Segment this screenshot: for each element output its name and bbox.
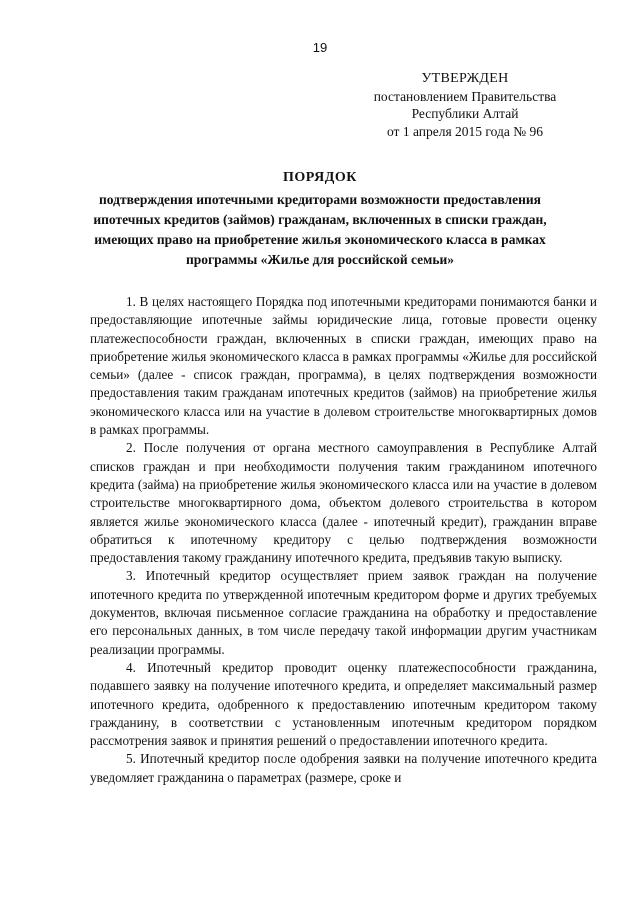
paragraph-1: 1. В целях настоящего Порядка под ипотечными кредиторами понимаются банки и предоставляющие ипотечные займы юридические лица, готовые провести оценку платежеспособности граждан, включенных в списки граждан, имеющих право на приобретение жилья экономического класса в рамках программы «Жилье для российской семьи» (далее - список граждан, программа), в целях подтверждения возможности предоставления таким гражданам ипотечных кредитов (займов) на приобретение жилья экономического класса или на участие в долевом строительстве многоквартирных домов в рамках программы. xyxy=(90,294,597,438)
paragraph-3: 3. Ипотечный кредитор осуществляет прием заявок граждан на получение ипотечного кредита по утвержденной ипотечным кредитором форме и других требуемых документов, включая письменное согласие гражданина на обработку и предоставление его персональных данных, в том числе передачу такой информации другим участникам реализации программы. xyxy=(90,568,597,657)
approval-line-1: постановлением Правительства xyxy=(373,88,557,104)
page-number: 19 xyxy=(312,40,328,55)
document-body xyxy=(90,293,597,787)
approval-line-3: от 1 апреля 2015 года № 96 xyxy=(386,123,543,139)
approval-stamp xyxy=(360,70,570,140)
document-subtitle: подтверждения ипотечными кредиторами возможности предоставления ипотечных кредитов (займов) гражданам, включенных в списки граждан, имеющих право на приобретение жилья экономического класса в рамках программы «Жилье для российской семьи» xyxy=(93,192,547,267)
paragraph-5: 5. Ипотечный кредитор после одобрения заявки на получение ипотечного кредита уведомляет гражданина о параметрах (размере, сроке и xyxy=(90,751,597,785)
paragraph-2: 2. После получения от органа местного самоуправления в Республике Алтай списков граждан и при необходимости получения таким гражданином ипотечного кредита (займа) на приобретение жилья экономического класса или на участие в долевом строительстве многоквартирного дома, объектом долевого строительства в котором является жилье экономического класса (далее - ипотечный кредит), гражданин вправе обратиться к ипотечному кредитору с целью подтверждения возможности предоставления такому гражданину ипотечного кредита, предъявив такую выписку. xyxy=(90,440,597,566)
paragraph-4: 4. Ипотечный кредитор проводит оценку платежеспособности гражданина, подавшего заявку на получение ипотечного кредита, и определяет максимальный размер ипотечного кредита, одобренного к предоставлению ипотечным кредитором такому гражданину, в соответствии с установленным ипотечным кредитором порядком рассмотрения заявок и принятия решений о предоставлении ипотечного кредита. xyxy=(90,659,597,749)
approval-heading: УТВЕРЖДЕН xyxy=(421,71,509,86)
document-title-block xyxy=(80,168,560,270)
document-title: ПОРЯДОК xyxy=(283,170,357,185)
approval-line-2: Республики Алтай xyxy=(411,106,519,121)
